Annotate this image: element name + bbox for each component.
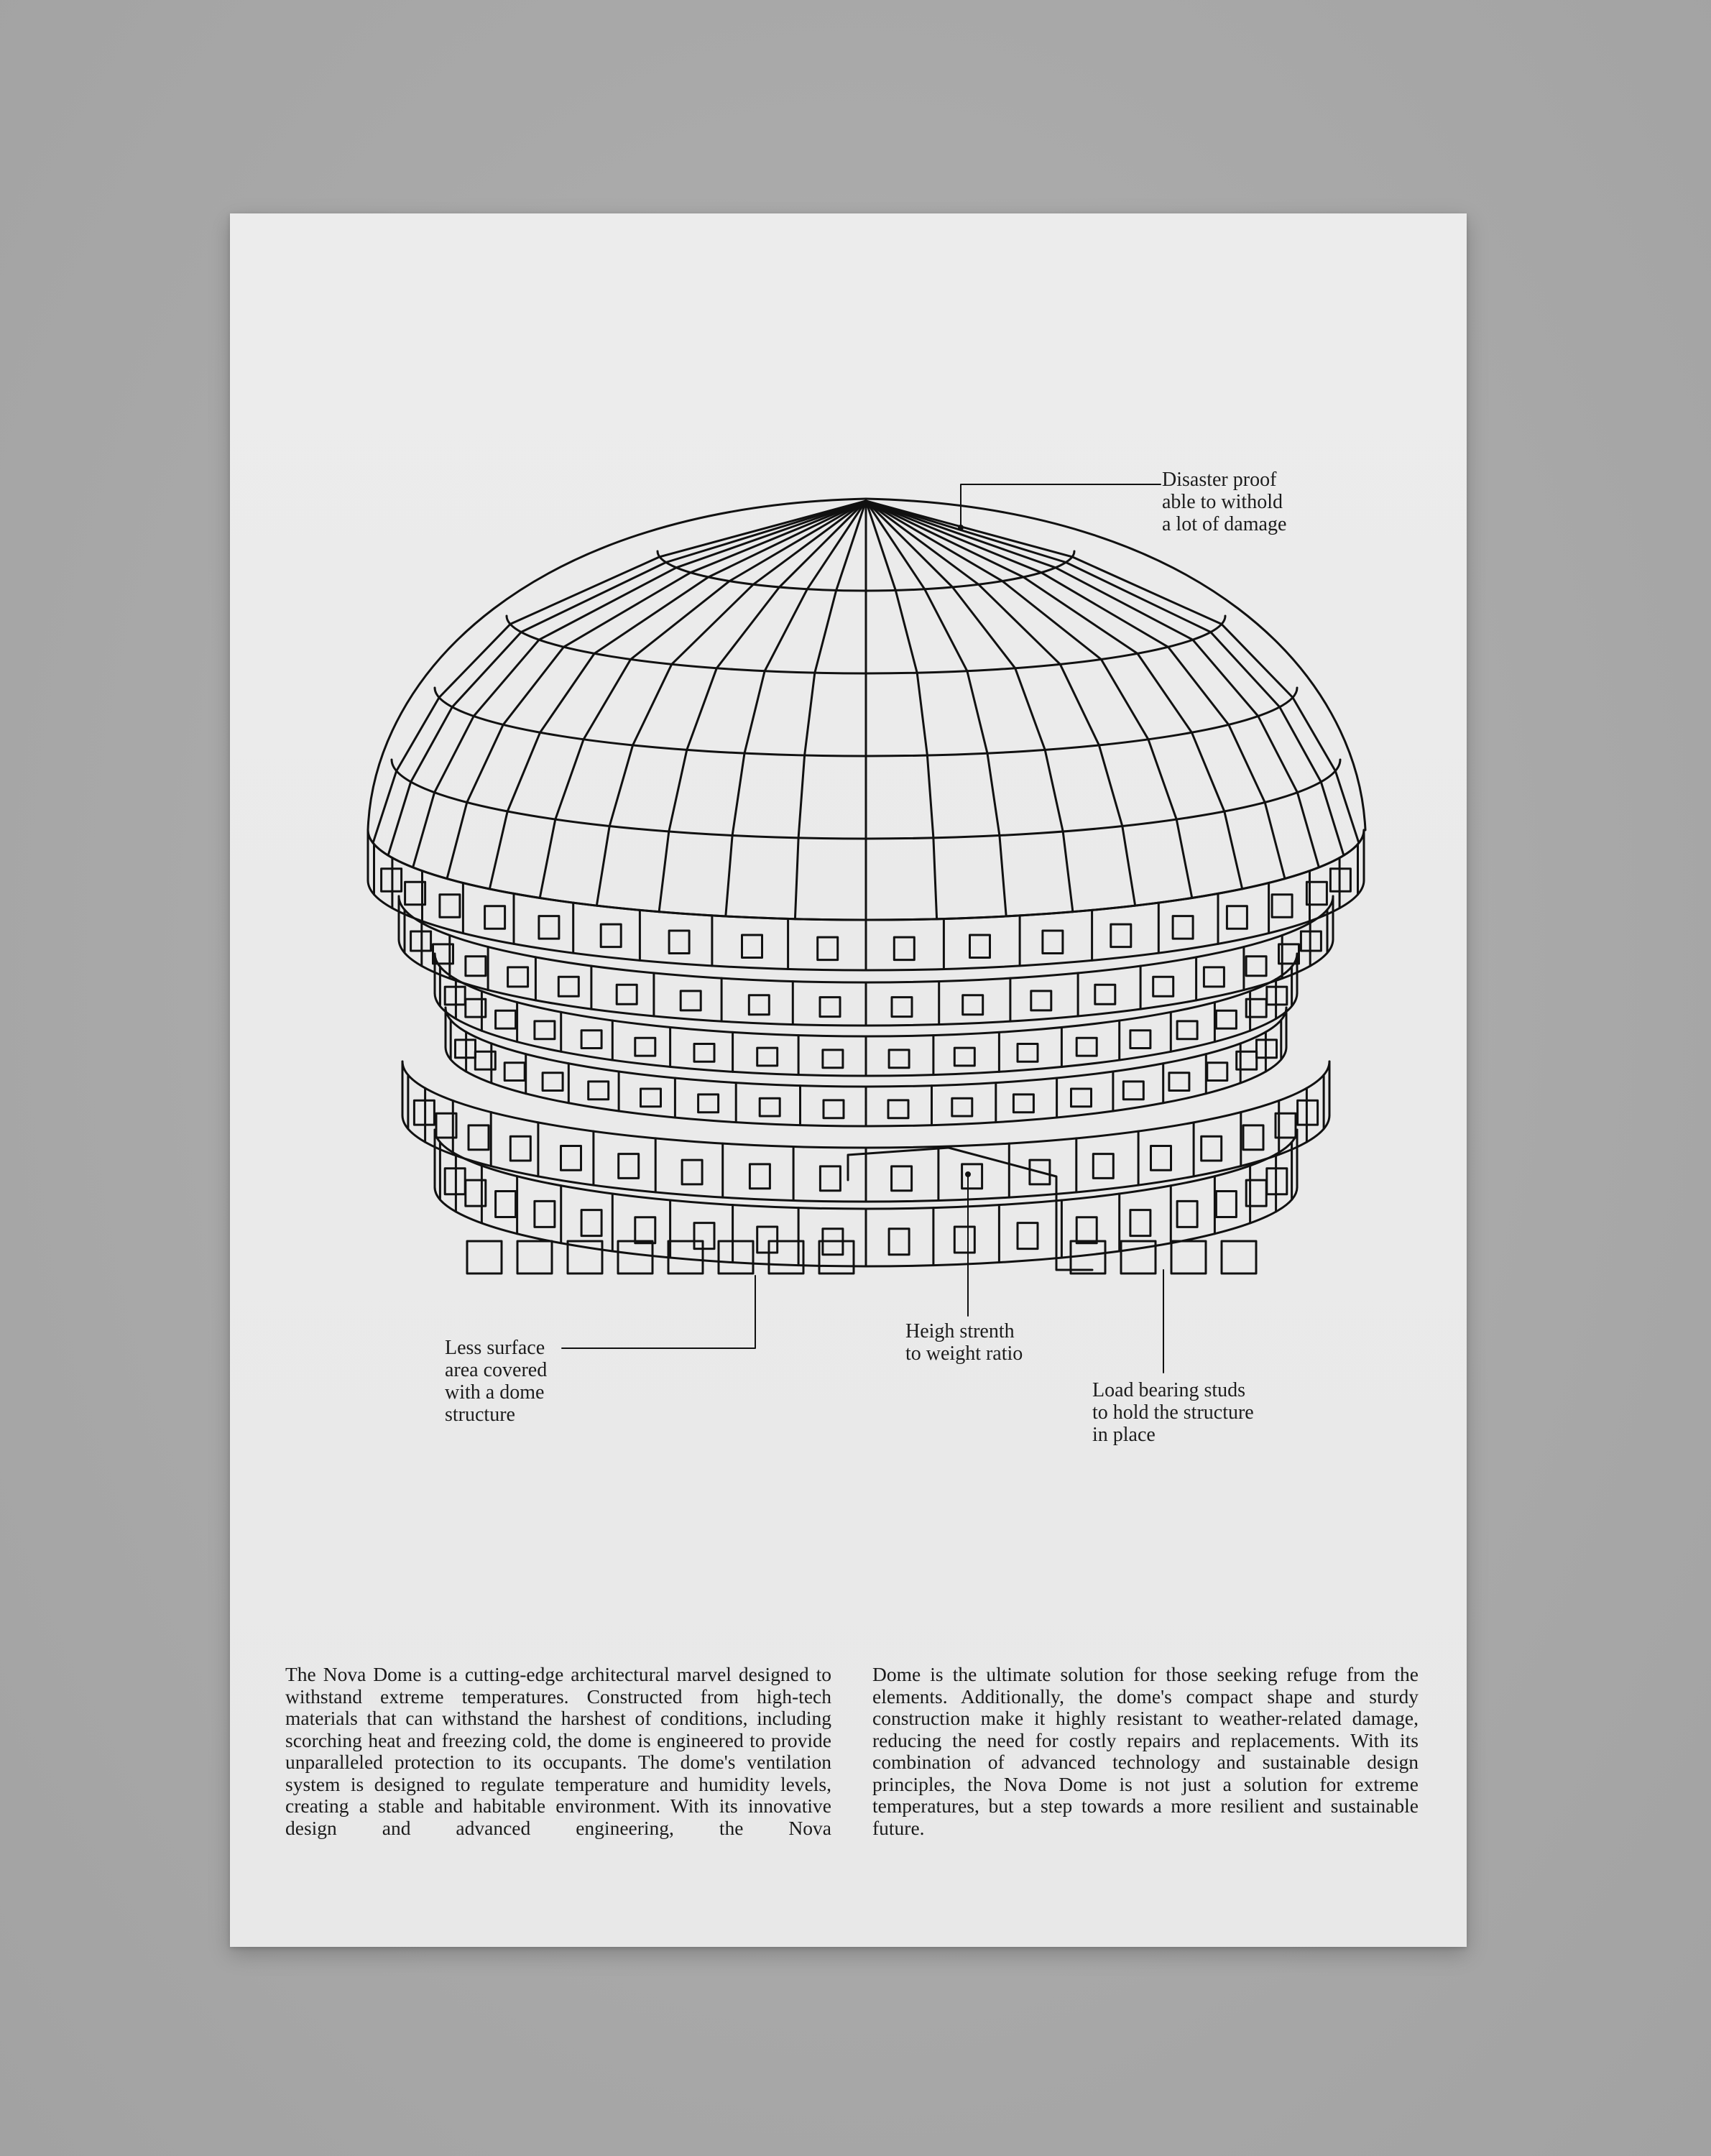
foundation-band-block bbox=[757, 1227, 778, 1253]
middle-drum-band-block bbox=[1177, 1021, 1197, 1039]
eave-band-block bbox=[1272, 895, 1292, 918]
upper-drum-band-block bbox=[508, 967, 528, 987]
callout-strength-ratio bbox=[905, 1320, 1023, 1365]
foundation-band-block bbox=[535, 1201, 555, 1227]
base-band-block bbox=[962, 1164, 982, 1189]
foundation-band-block bbox=[1177, 1201, 1197, 1227]
eave-band-block bbox=[485, 906, 505, 929]
middle-drum-band-block bbox=[496, 1010, 516, 1028]
middle-drum-band-block bbox=[757, 1048, 778, 1066]
callout-line: to weight ratio bbox=[905, 1342, 1023, 1365]
lower-drum-band-block bbox=[698, 1095, 719, 1112]
upper-drum-band-block bbox=[558, 977, 578, 996]
callout-line: Less surface bbox=[445, 1337, 545, 1359]
upper-drum-band-block bbox=[1153, 977, 1173, 996]
lower-drum-band-block bbox=[1013, 1095, 1033, 1112]
middle-drum-band-block bbox=[535, 1021, 555, 1039]
body-text-left-column: The Nova Dome is a cutting-edge architectural marvel designed to withstand extreme temperatures. Constructed from high-tech materials that can withstand the harshest of conditions, including scorching heat and freezing cold, the dome is engineered to provide unparalleled protection to its occupants. The dome's ventilation system is designed to regulate temperature and humidity levels, creating a stable and habitable environment. With its innovative design and advanced engineering, the Nova bbox=[285, 1663, 831, 1839]
upper-drum-band-block bbox=[749, 995, 769, 1015]
eave-band-block bbox=[1173, 916, 1193, 939]
eave-band-block bbox=[539, 916, 559, 939]
base-band-block bbox=[1093, 1154, 1113, 1179]
eave-band-block bbox=[818, 937, 838, 960]
middle-drum-band-block bbox=[581, 1031, 601, 1049]
callout-load-bearing-studs bbox=[1092, 1379, 1254, 1446]
lower-drum-band-block bbox=[760, 1098, 780, 1116]
base-band-block bbox=[619, 1154, 639, 1179]
middle-drum-band-block bbox=[1076, 1038, 1097, 1056]
foundation-band-block bbox=[889, 1229, 909, 1255]
middle-drum-band-block bbox=[1130, 1031, 1150, 1049]
base-band-block bbox=[892, 1166, 912, 1191]
lower-drum-band-block bbox=[641, 1089, 661, 1107]
base-band-block bbox=[750, 1164, 770, 1189]
lower-drum-band-block bbox=[1169, 1073, 1189, 1091]
eave-band-block bbox=[601, 924, 621, 947]
dome-base-stud bbox=[1171, 1241, 1206, 1273]
foundation-band-block bbox=[496, 1192, 516, 1217]
upper-drum-band-block bbox=[1095, 985, 1115, 1004]
leader-surface bbox=[562, 1276, 755, 1348]
callout-line: area covered bbox=[445, 1359, 548, 1381]
base-band-block bbox=[469, 1125, 489, 1150]
leader-strength-dot bbox=[966, 1172, 970, 1176]
eave-band-block bbox=[440, 895, 460, 918]
leader-disaster-dot bbox=[959, 525, 963, 530]
dome-wireframe bbox=[368, 499, 1365, 1273]
base-band-block bbox=[1151, 1146, 1171, 1171]
foundation-band-block bbox=[954, 1227, 974, 1253]
callout-line: in place bbox=[1092, 1424, 1156, 1446]
callout-disaster-proof bbox=[1162, 469, 1286, 535]
callout-line: Disaster proof bbox=[1162, 469, 1277, 491]
upper-drum-band-block bbox=[892, 998, 912, 1017]
dome-cap-meridian bbox=[413, 501, 866, 867]
lower-drum-band-block bbox=[543, 1073, 563, 1091]
dome-base-stud bbox=[467, 1241, 502, 1273]
base-band-block bbox=[510, 1136, 530, 1161]
eave-band-block bbox=[970, 935, 990, 958]
dome-illustration bbox=[230, 213, 1467, 1507]
leader-lines bbox=[562, 484, 1163, 1373]
callout-line: a lot of damage bbox=[1162, 513, 1287, 535]
dome-base-stud bbox=[618, 1241, 652, 1273]
dome-cap-meridian bbox=[866, 501, 1319, 867]
callout-less-surface bbox=[445, 1337, 547, 1426]
lower-drum-band-block bbox=[589, 1082, 609, 1100]
middle-drum-band-block bbox=[635, 1038, 655, 1056]
foundation-band-block bbox=[1018, 1223, 1038, 1249]
callout-line: to hold the structure bbox=[1092, 1401, 1254, 1424]
eave-band-block bbox=[1111, 924, 1131, 947]
dome-base-stud bbox=[517, 1241, 552, 1273]
base-band-block bbox=[561, 1146, 581, 1171]
foundation-band-block bbox=[635, 1217, 655, 1243]
lower-drum-band-block bbox=[504, 1063, 525, 1081]
callout-line: able to withold bbox=[1162, 491, 1283, 513]
upper-drum-band-block bbox=[1031, 991, 1051, 1010]
upper-drum-band-block bbox=[466, 957, 486, 976]
middle-drum-band-block bbox=[823, 1050, 843, 1068]
eave-band-block bbox=[669, 931, 689, 954]
dome-cap-meridian bbox=[866, 501, 937, 919]
dome-base-stud bbox=[819, 1241, 854, 1273]
upper-drum-band-block bbox=[617, 985, 637, 1004]
eave-band-block bbox=[894, 937, 914, 960]
callout-line: Load bearing studs bbox=[1092, 1379, 1246, 1401]
lower-drum-band-block bbox=[888, 1100, 908, 1118]
foundation-band-block bbox=[1076, 1217, 1097, 1243]
base-band-block bbox=[682, 1160, 702, 1184]
eave-band-block bbox=[1227, 906, 1247, 929]
middle-drum-band-block bbox=[1216, 1010, 1236, 1028]
lower-drum-band-block bbox=[1123, 1082, 1143, 1100]
lower-drum-band-block bbox=[824, 1100, 844, 1118]
lower-drum-band-block bbox=[1207, 1063, 1227, 1081]
upper-drum-band-block bbox=[681, 991, 701, 1010]
upper-drum-band-block bbox=[1246, 957, 1266, 976]
lower-drum-band-block bbox=[1071, 1089, 1092, 1107]
middle-drum-band-block bbox=[694, 1044, 714, 1062]
middle-drum-band-block bbox=[889, 1050, 909, 1068]
upper-drum-band-block bbox=[963, 995, 983, 1015]
upper-drum-band-block bbox=[1204, 967, 1224, 987]
base-band-block bbox=[820, 1166, 840, 1191]
middle-drum-band-block bbox=[1018, 1044, 1038, 1062]
dome-cap-meridian bbox=[795, 501, 866, 919]
eave-band-block bbox=[742, 935, 762, 958]
foundation-band-block bbox=[581, 1210, 601, 1236]
eave-band-block bbox=[1043, 931, 1063, 954]
leader-disaster bbox=[961, 484, 1161, 528]
base-band-block bbox=[1202, 1136, 1222, 1161]
poster-sheet bbox=[230, 213, 1467, 1947]
foundation-band-block bbox=[1130, 1210, 1150, 1236]
upper-drum-band-block bbox=[820, 998, 840, 1017]
dome-base-stud bbox=[719, 1241, 753, 1273]
foundation-band-block bbox=[694, 1223, 714, 1249]
foundation-band-block bbox=[1216, 1192, 1236, 1217]
callout-line: structure bbox=[445, 1404, 515, 1426]
callout-line: Heigh strenth bbox=[905, 1320, 1015, 1342]
body-text-right-column: Dome is the ultimate solution for those seeking refuge from the elements. Additionally, the dome's compact shape and sturdy construction make it highly resistant to weather-related damage, reducing the need for costly repairs and replacements. With its combination of advanced technology and sustainable design principles, the Nova Dome is not just a solution for extreme temperatures, but a step towards a more resilient and sustainable future. bbox=[872, 1663, 1419, 1839]
middle-drum-band-block bbox=[954, 1048, 974, 1066]
callout-line: with a dome bbox=[445, 1381, 545, 1404]
dome-base-stud bbox=[1222, 1241, 1256, 1273]
lower-drum-band-block bbox=[952, 1098, 972, 1116]
base-band-block bbox=[1243, 1125, 1263, 1150]
